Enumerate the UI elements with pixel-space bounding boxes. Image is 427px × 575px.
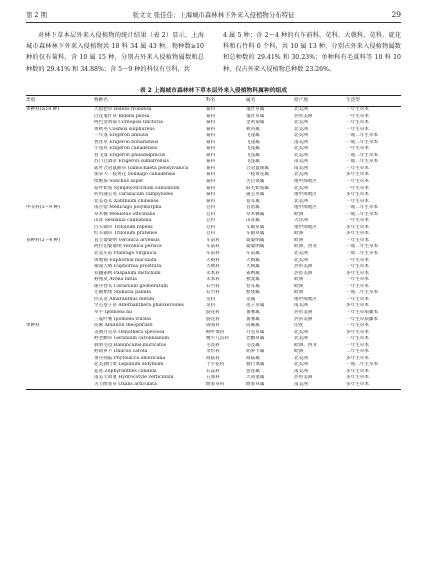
cell-life-form: 一或二年生草本 xyxy=(346,152,379,158)
cell-family: 豆科 xyxy=(206,224,216,230)
cell-origin: 北美洲 xyxy=(294,329,308,335)
cell-life-form: 一或二年生草本 xyxy=(346,139,379,145)
cell-family: 禾本科 xyxy=(206,277,220,283)
running-header xyxy=(26,8,401,23)
cell-family: 车前科 xyxy=(206,244,220,250)
cell-life-form: 多年生草本 xyxy=(346,368,369,374)
cell-genus: 车轴草属 xyxy=(246,224,265,230)
cell-origin: 热带美洲 xyxy=(294,375,313,381)
cell-life-form: 一年生草本 xyxy=(346,185,369,191)
cell-origin: 欧洲 xyxy=(294,349,304,355)
cell-origin: 印度 xyxy=(294,323,304,329)
cell-genus: 苦苣菜属 xyxy=(246,179,265,185)
cell-life-form: 一或二年生草本 xyxy=(346,133,379,139)
cell-family: 商陆科 xyxy=(206,355,220,361)
table-row xyxy=(26,382,401,389)
cell-life-form: 一或二年生草本 xyxy=(346,251,379,257)
cell-life-form: 一年生草本 xyxy=(346,113,369,119)
cell-family: 柳叶菜科 xyxy=(206,329,225,335)
cell-life-form: 多年生草本 xyxy=(346,375,369,381)
header-genus: 属名 xyxy=(246,96,294,107)
cell-species: 白车轴草 Trifolium repens xyxy=(94,224,153,230)
species-table xyxy=(26,95,401,390)
cell-species: 白花鬼针草 Bidens pilosa xyxy=(94,113,150,119)
page-number: 29 xyxy=(391,10,401,19)
cell-species: 野老鹳草 Geranium carolinianum xyxy=(94,336,170,342)
cell-life-form: 多年生草本 xyxy=(346,329,369,335)
cell-life-form: 一年生草本 xyxy=(346,120,369,126)
cell-life-form: 一或二年生草本 xyxy=(346,290,379,296)
cell-origin: 大洋洲 xyxy=(294,218,308,224)
cell-category: 多种科(≥10 种) xyxy=(26,107,60,112)
cell-species: 北美独行菜 Lepidium didymum xyxy=(94,362,164,368)
cell-life-form: 多年生草本 xyxy=(346,172,369,178)
cell-species: 三裂叶薯 Ipomoea triloba xyxy=(94,316,151,322)
cell-family: 菊科 xyxy=(206,133,216,139)
cell-life-form: 一年生草本 xyxy=(346,336,369,342)
cell-species: 苘麻 Abutilon theophrasti xyxy=(94,323,153,329)
cell-species: 刺果毛茛 Ranunculus muricatus xyxy=(94,342,167,348)
cell-family: 十字花科 xyxy=(206,362,225,368)
cell-family: 菊科 xyxy=(206,159,216,165)
cell-life-form: 多年生草本 xyxy=(346,192,369,198)
cell-genus: 草木樨属 xyxy=(246,211,265,217)
cell-species: 春飞蓬 Erigeron philadelphicus xyxy=(94,152,166,158)
cell-origin: 热带美洲 xyxy=(294,270,313,276)
cell-origin: 南美洲 xyxy=(294,165,308,171)
cell-life-form: 一年生草本 xyxy=(346,323,369,329)
cell-family: 豆科 xyxy=(206,205,216,211)
header-life-form: 生活型 xyxy=(346,96,401,107)
cell-life-form: 一年生草质藤本 xyxy=(346,316,379,322)
cell-family: 菊科 xyxy=(206,139,216,145)
cell-genus: 酢浆草属 xyxy=(246,382,294,389)
cell-genus: 燕麦属 xyxy=(246,277,260,283)
cell-origin: 北美洲 xyxy=(294,336,308,342)
cell-origin: 欧洲、西亚 xyxy=(294,244,317,250)
cell-species: 两色金鸡菊 Coreopsis tinctoria xyxy=(94,120,163,126)
cell-family: 豆科 xyxy=(206,231,216,237)
cell-genus: 车轴草属 xyxy=(246,231,265,237)
cell-species: 无瓣繁缕 Stellaria pallida xyxy=(94,290,151,296)
cell-life-form: 一或二年生草本 xyxy=(346,362,379,368)
cell-life-form: 一年生草本 xyxy=(346,198,369,204)
cell-species: 直立婆婆纳 Veronica arvensis xyxy=(94,237,160,243)
cell-genus: 飞蓬属 xyxy=(246,159,260,165)
cell-category: 单种科 xyxy=(26,323,40,329)
cell-species: 药用蒲公英 Taraxacum campylodes xyxy=(94,192,173,198)
cell-life-form: 一年生草本 xyxy=(346,296,369,302)
cell-life-form: 一年生草本 xyxy=(346,218,369,224)
cell-species: 空心莲子草 Alternanthera philoxeroides xyxy=(94,303,184,309)
cell-family: 菊科 xyxy=(206,192,216,198)
cell-origin: 欧洲 xyxy=(294,211,304,217)
cell-family: 旋花科 xyxy=(206,316,220,322)
cell-species: 一年蓬 Erigeron annuus xyxy=(94,133,149,139)
cell-origin: 北美洲 xyxy=(294,355,308,361)
cell-origin: 地中海地区 xyxy=(294,224,317,230)
cell-family: 石竹科 xyxy=(206,290,220,296)
cell-origin: 地中海地区 xyxy=(294,205,317,211)
cell-origin: 南美洲 xyxy=(294,303,308,309)
cell-life-form: 一年生草本 xyxy=(346,146,369,152)
cell-life-form: 一年生草本 xyxy=(346,107,369,112)
cell-origin: 北美洲 xyxy=(294,126,308,132)
cell-category xyxy=(26,382,94,389)
table-body xyxy=(26,107,401,390)
cell-life-form: 一年生草质藤本 xyxy=(346,309,379,315)
cell-species: 球序卷耳 Cerastium glomeratum xyxy=(94,283,168,289)
cell-species: 加拿大一枝黄花 Solidago canadensis xyxy=(94,172,176,178)
cell-origin: 北美洲 xyxy=(294,172,308,178)
cell-life-form: 一年生草本 xyxy=(346,277,369,283)
cell-family: 菊科 xyxy=(206,179,216,185)
cell-family: 五加科 xyxy=(206,375,220,381)
cell-genus: 番薯属 xyxy=(246,309,260,315)
cell-family: 菊科 xyxy=(206,107,216,112)
cell-origin: 南美洲 xyxy=(294,159,308,165)
cell-life-form: 一年生草本 xyxy=(346,283,369,289)
cell-genus: 苘麻属 xyxy=(246,323,260,329)
cell-genus: 飞蓬属 xyxy=(246,139,260,145)
cell-genus: 老鹳草属 xyxy=(246,336,265,342)
cell-life-form: 一或二年生草本 xyxy=(346,159,379,165)
cell-genus: 胡萝卜属 xyxy=(246,349,265,355)
cell-genus: 苍耳属 xyxy=(246,198,260,204)
cell-family: 毛茛科 xyxy=(206,342,220,348)
cell-species: 北美苍耳 Xanthium chinense xyxy=(94,198,159,204)
cell-genus: 鬼针草属 xyxy=(246,113,265,119)
cell-family: 豆科 xyxy=(206,211,216,217)
cell-origin: 热带美洲 xyxy=(294,309,313,315)
cell-life-form: 二年生草本 xyxy=(346,349,369,355)
cell-genus: 天胡荽属 xyxy=(246,375,265,381)
cell-genus: 鬼针草属 xyxy=(246,107,265,112)
cell-species: 匙叶合冠鼠曲草 Gamochaeta pensylvanica xyxy=(94,165,189,171)
cell-species: 阿拉伯婆婆纳 Veronica persica xyxy=(94,244,162,250)
cell-origin: 北美洲 xyxy=(294,185,308,191)
cell-life-form: 多年生草本 xyxy=(346,382,401,389)
cell-origin: 欧洲、西亚 xyxy=(294,342,317,348)
cell-family: 锦葵科 xyxy=(206,323,220,329)
cell-family: 大戟科 xyxy=(206,264,220,270)
cell-origin: 欧洲 xyxy=(294,277,304,283)
cell-species: 美丽月见草 Oenothera speciosa xyxy=(94,329,165,335)
cell-genus: 联毛紫菀属 xyxy=(246,185,269,191)
cell-species: 大狼把草 Bidens frondosa xyxy=(94,107,152,112)
cell-origin: 北美洲 xyxy=(294,251,308,257)
cell-life-form: 一年生草本 xyxy=(346,179,369,185)
cell-genus: 飞蓬属 xyxy=(246,152,260,158)
cell-species: 野燕麦 Avena fatua xyxy=(94,277,137,283)
cell-genus: 月见草属 xyxy=(246,329,265,335)
cell-life-form: 一或二年生草本 xyxy=(346,205,379,211)
cell-life-form: 多年生草本 xyxy=(346,355,369,361)
cell-origin: 北美洲 xyxy=(294,362,308,368)
cell-origin: 北美洲 xyxy=(294,133,308,139)
cell-origin: 南美洲 xyxy=(294,382,346,389)
cell-species: 南苜蓿 Medicago polymorpha xyxy=(94,205,162,211)
header-family: 科名 xyxy=(206,96,246,107)
cell-family: 菊科 xyxy=(206,120,216,126)
cell-genus: 一枝黄花属 xyxy=(246,172,269,178)
cell-family: 车前科 xyxy=(206,251,220,257)
running-title: 张文文 张佳佳：上海城市森林林下外来入侵植物分布特征 xyxy=(132,11,295,19)
cell-family: 苋科 xyxy=(206,303,216,309)
cell-origin: 北美洲 xyxy=(294,152,308,158)
cell-species: 斑地锦 Euphorbia maculata xyxy=(94,257,157,263)
cell-origin: 热带美洲 xyxy=(294,316,313,322)
cell-family: 酢浆草科 xyxy=(206,382,246,389)
cell-genus: 苜蓿属 xyxy=(246,205,260,211)
cell-species: 田菁 Sesbania cannabina xyxy=(94,218,152,224)
cell-species: 南美天胡荽 Hydrocotyle verticillata xyxy=(94,375,174,381)
cell-species: 黄秋英 Cosmos sulphureus xyxy=(94,126,155,132)
cell-species: 草木樨 Melilotus officinalis xyxy=(94,211,155,217)
intro-paragraph-right: 4 属 5 种；含 2～4 种的有车前科、苋科、大戟科、苋科、旋花科和石竹科 6 个科，共 10 属 13 种，分别占外来入侵植物属数和总种数的 29.41% 和 30.23%；单种科有毛茛科等 10 科 10 种，仅占外来入侵植物总种数 23.26%。 xyxy=(223,32,401,73)
cell-family: 伞形科 xyxy=(206,349,220,355)
cell-genus: 番薯属 xyxy=(246,316,260,322)
cell-family: 菊科 xyxy=(206,152,216,158)
intro-paragraph-left: 对林下草本层外来入侵植物的统计结果（表 2）显示，上海城市森林林下外来入侵植物共 18 科 34 属 43 种。物种数≥10 种的仅有菊科，含 10 属 15 种，分别占外来入侵植物属数和总种数的 29.41% 和 34.88%；含 5～9 种的科仅有豆科，共 xyxy=(26,32,204,73)
cell-origin: 南美洲 xyxy=(294,368,308,374)
cell-life-form: 一年生草本 xyxy=(346,264,369,270)
cell-family: 苋科 xyxy=(206,296,216,302)
cell-family: 菊科 xyxy=(206,126,216,132)
cell-species: 续断菊 Sonchus asper xyxy=(94,179,144,185)
cell-genus: 独行菜属 xyxy=(246,362,265,368)
cell-species: 香丝草 Erigeron bonariensis xyxy=(94,139,159,145)
cell-family: 石竹科 xyxy=(206,283,220,289)
cell-genus: 雀稗属 xyxy=(246,270,260,276)
cell-life-form: 一或二年生草本 xyxy=(346,244,379,250)
cell-genus: 葱莲属 xyxy=(246,368,260,374)
cell-species: 北美车前 Plantago virginica xyxy=(94,251,157,257)
cell-family: 菊科 xyxy=(206,165,216,171)
cell-category: 寡种科(2～4 种) xyxy=(26,237,60,243)
cell-family: 禾本科 xyxy=(206,270,220,276)
cell-species: 凹头苋 Amaranthus blitum xyxy=(94,296,155,302)
cell-origin: 欧洲 xyxy=(294,290,304,296)
cell-species: 双穗雀稗 Paspalum distichum xyxy=(94,270,161,276)
cell-genus: 婆婆纳属 xyxy=(246,244,265,250)
cell-family: 车前科 xyxy=(206,237,220,243)
cell-family: 菊科 xyxy=(206,185,216,191)
cell-species: 垂序商陆 Phytolacca americana xyxy=(94,355,166,361)
cell-life-form: 多年生草本 xyxy=(346,303,369,309)
cell-species: 野胡萝卜 Daucus carota xyxy=(94,349,148,355)
table-header-row xyxy=(26,96,401,107)
cell-family: 牻牛儿苗科 xyxy=(206,336,229,342)
cell-genus: 金鸡菊属 xyxy=(246,120,265,126)
cell-genus: 毛茛属 xyxy=(246,342,260,348)
cell-genus: 合冠鼠曲属 xyxy=(246,165,269,171)
cell-genus: 飞蓬属 xyxy=(246,146,260,152)
cell-origin: 欧洲 xyxy=(294,283,304,289)
cell-origin: 地中海地区 xyxy=(294,192,317,198)
header-species: 物种名 xyxy=(94,96,206,107)
cell-origin: 热带美洲 xyxy=(294,264,313,270)
cell-origin: 热带美洲 xyxy=(294,113,313,119)
cell-species: 钻叶紫菀 Symphyotrichum subulatum xyxy=(94,185,180,191)
cell-family: 石蒜科 xyxy=(206,368,220,374)
cell-species: 关节酢浆草 Oxalis articulata xyxy=(94,382,206,389)
cell-category: 中等科(5～9 种) xyxy=(26,205,60,211)
cell-genus: 大戟属 xyxy=(246,264,260,270)
issue-label: 第 2 期 xyxy=(26,11,47,19)
table-caption: 表 2 上海城市森林林下草本层外来入侵植物科属种的组成 xyxy=(139,88,288,94)
header-category: 类别 xyxy=(26,96,94,107)
cell-genus: 苋属 xyxy=(246,296,256,302)
cell-life-form: 一年生草本 xyxy=(346,126,369,132)
cell-origin: 欧洲 xyxy=(294,237,304,243)
cell-origin: 地中海地区 xyxy=(294,296,317,302)
cell-species: 牵牛 Ipomoea nil xyxy=(94,309,133,315)
cell-life-form: 一年生草本 xyxy=(346,165,369,171)
cell-genus: 繁缕属 xyxy=(246,290,260,296)
cell-origin: 北美洲 xyxy=(294,257,308,263)
cell-origin: 南美洲 xyxy=(294,139,308,145)
cell-genus: 婆婆纳属 xyxy=(246,237,265,243)
cell-family: 旋花科 xyxy=(206,309,220,315)
cell-species: 韭莲 Zephyranthes candida xyxy=(94,368,157,374)
cell-family: 菊科 xyxy=(206,113,216,119)
cell-species: 红车轴草 Trifolium pratense xyxy=(94,231,158,237)
cell-genus: 卷耳属 xyxy=(246,283,260,289)
cell-life-form: 多年生草本 xyxy=(346,231,369,237)
cell-genus: 蒲公英属 xyxy=(246,192,265,198)
cell-origin: 欧洲 xyxy=(294,231,304,237)
cell-genus: 商陆属 xyxy=(246,355,260,361)
cell-genus: 飞蓬属 xyxy=(246,133,260,139)
cell-origin: 地中海地区 xyxy=(294,179,317,185)
cell-life-form: 一年生草本 xyxy=(346,237,369,243)
cell-genus: 大戟属 xyxy=(246,257,260,263)
cell-family: 菊科 xyxy=(206,198,216,204)
cell-origin: 北美洲 xyxy=(294,198,308,204)
cell-species: 苏门白酒草 Erigeron sumatrensis xyxy=(94,159,169,165)
cell-life-form: 一或二年生草本 xyxy=(346,211,379,217)
cell-family: 菊科 xyxy=(206,146,216,152)
cell-species: 匍匐大戟 Euphorbia prostrata xyxy=(94,264,162,270)
cell-family: 豆科 xyxy=(206,218,216,224)
header-origin: 原产地 xyxy=(294,96,346,107)
cell-genus: 车前属 xyxy=(246,251,260,257)
table-row xyxy=(26,107,401,114)
cell-species: 小蓬草 Erigeron canadensis xyxy=(94,146,158,152)
cell-genus: 田菁属 xyxy=(246,218,260,224)
cell-life-form: 一年生草本 xyxy=(346,257,369,263)
cell-origin: 北美洲 xyxy=(294,146,308,152)
cell-genus: 莲子草属 xyxy=(246,303,265,309)
cell-life-form: 多年生草本 xyxy=(346,224,369,230)
cell-life-form: 一年生草本 xyxy=(346,342,369,348)
cell-origin: 北美洲 xyxy=(294,120,308,126)
cell-family: 菊科 xyxy=(206,172,216,178)
cell-origin: 北美洲 xyxy=(294,107,308,112)
cell-life-form: 多年生草本 xyxy=(346,270,369,276)
cell-genus: 秋英属 xyxy=(246,126,260,132)
cell-family: 大戟科 xyxy=(206,257,220,263)
